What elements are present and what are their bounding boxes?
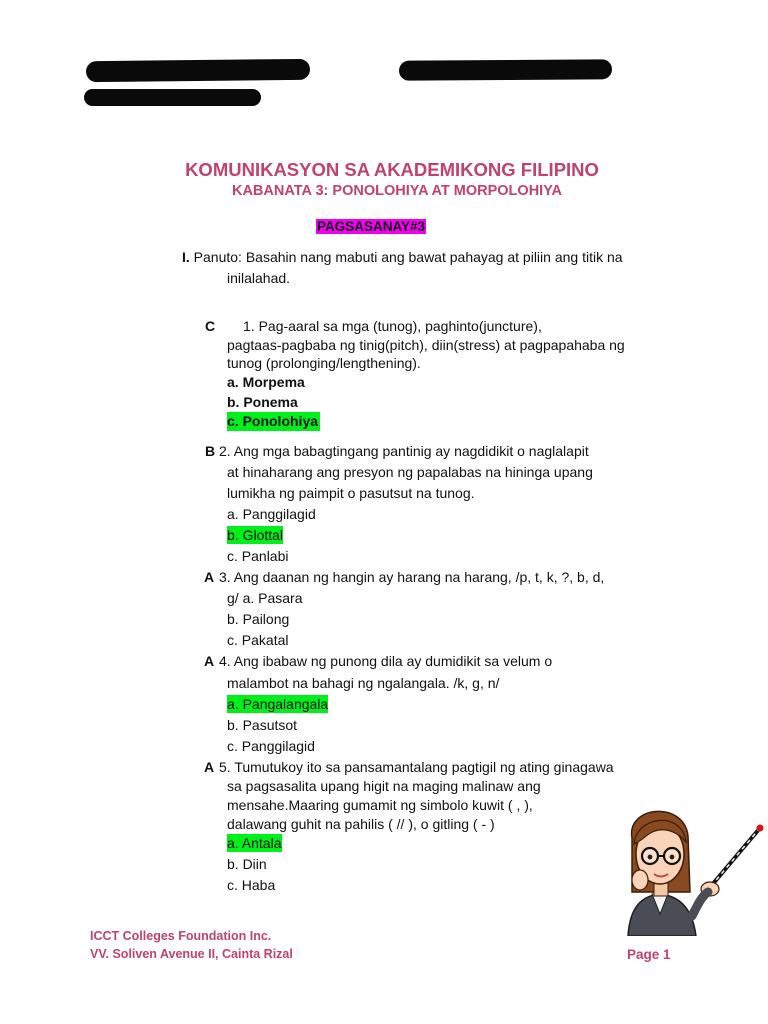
q5-option-b: b. Diin [227,856,267,872]
q2-line-2: at hinaharang ang presyon ng papalabas na hininga upang [227,464,593,480]
q2-option-c: c. Panlabi [227,548,289,564]
q3-option-c: c. Pakatal [227,632,289,648]
q1-line-1: 1. Pag-aaral sa mga (tunog), paghinto(juncture), [243,318,542,334]
footer-address: VV. Soliven Avenue II, Cainta Rizal [90,947,293,961]
exercise-label: PAGSASANAY#3 [317,219,426,234]
q1-option-a: a. Morpema [227,374,305,390]
q5-line-1: 5. Tumutukoy ito sa pansamantalang pagtigil ng ating ginagawa [219,759,614,775]
teacher-pointer-illustration [618,796,768,936]
q3-line-1: 3. Ang daanan ng hangin ay harang na harang, /p, t, k, ?, b, d, [219,569,605,585]
q1-option-b: b. Ponema [227,394,298,410]
q2-line-1: 2. Ang mga babagtingang pantinig ay nagdidikit o naglalapit [219,443,589,459]
instructions-line-1: I. Panuto: Basahin nang mabuti ang bawat pahayag at piliin ang titik na [182,249,623,265]
redacted-id [84,89,261,106]
q5-option-a: a. Antala [227,835,282,851]
q1-line-3: tunog (prolonging/lengthening). [227,355,421,371]
q2-option-b: b. Glottal [227,527,284,543]
q3-answer: A [204,569,215,585]
q1-line-2: pagtaas-pagbaba ng tinig(pitch), diin(stress) at pagpapahaba ng [227,337,625,353]
q3-line-2: g/ a. Pasara [227,590,303,606]
q4-line-2: malambot na bahagi ng ngalangala. /k, g, n/ [227,675,500,691]
page-number: Page 1 [627,947,671,962]
redacted-section [399,59,612,80]
q5-line-3: mensahe.Maaring gumamit ng simbolo kuwit ( , ), [227,797,533,813]
q5-option-c: c. Haba [227,877,276,893]
q2-line-3: lumikha ng paimpit o pasutsut na tunog. [227,485,475,501]
q1-answer: C [205,318,216,334]
chapter-subtitle: KABANATA 3: PONOLOHIYA AT MORPOLOHIYA [231,183,563,199]
q4-option-b: b. Pasutsot [227,717,298,733]
section-number: I. [182,249,190,265]
q4-answer: A [204,653,215,669]
q2-answer: B [205,443,216,459]
q3-option-b: b. Pailong [227,611,290,627]
q4-option-c: c. Panggilagid [227,738,315,754]
q5-answer: A [204,759,215,775]
q2-option-a: a. Panggilagid [227,506,316,522]
q5-line-2: sa pagsasalita upang higit na maging malinaw ang [227,778,541,794]
q5-line-4: dalawang guhit na pahilis ( // ), o gitling ( - ) [227,816,495,832]
q4-line-1: 4. Ang ibabaw ng punong dila ay dumidikit sa velum o [219,653,553,669]
redacted-name [86,59,310,82]
document-title: KOMUNIKASYON SA AKADEMIKONG FILIPINO [185,159,599,180]
instructions-line-2: inilalahad. [227,270,291,286]
q1-option-c: c. Ponolohiya [227,413,319,429]
q4-option-a: a. Pangalangala [227,696,329,712]
footer-school-name: ICCT Colleges Foundation Inc. [90,929,272,943]
